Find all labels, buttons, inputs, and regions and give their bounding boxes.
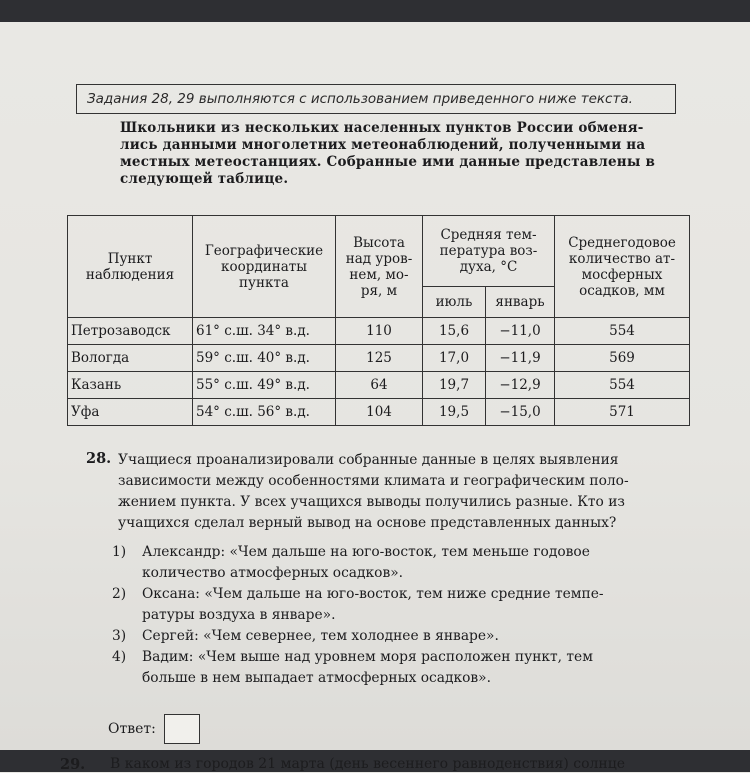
answer-label: Ответ: <box>108 721 156 737</box>
option-number: 2) <box>112 586 127 602</box>
cell-height: 125 <box>336 345 423 372</box>
question-line: Учащиеся проанализировали собранные данные в целях выявления <box>118 452 619 468</box>
cell-coords: 59° с.ш. 40° в.д. <box>193 345 336 372</box>
intro-paragraph <box>120 120 700 188</box>
question-line: учащихся сделал верный вывод на основе представленных данных? <box>118 515 617 531</box>
cell-height: 110 <box>336 318 423 345</box>
cell-january: −11,0 <box>486 318 555 345</box>
question-28-text <box>118 450 723 534</box>
table-header-row <box>68 216 690 287</box>
question-29-number: 29. <box>60 756 86 773</box>
question-28-number: 28. <box>86 450 112 467</box>
option-number: 3) <box>112 628 127 644</box>
cell-coords: 61° с.ш. 34° в.д. <box>193 318 336 345</box>
weather-table <box>67 215 690 426</box>
option-line: Александр: «Чем дальше на юго-восток, тем меньше годовое <box>142 544 590 560</box>
task-header-box <box>76 84 676 114</box>
header-temp: Средняя тем-пература воз-духа, °С <box>423 216 555 287</box>
intro-line: местных метеостанциях. Собранные ими данные представлены в <box>120 154 656 170</box>
cell-height: 104 <box>336 399 423 426</box>
header-height: Высота над уров-нем, мо-ря, м <box>336 216 423 318</box>
option-line: Оксана: «Чем дальше на юго-восток, тем ниже средние темпе- <box>142 586 604 602</box>
cell-height: 64 <box>336 372 423 399</box>
question-line: жением пункта. У всех учащихся выводы получились разные. Кто из <box>118 494 625 510</box>
answer-options <box>112 542 724 689</box>
option-number: 1) <box>112 544 127 560</box>
question-29-text: В каком из городов 21 марта (день весеннего равноденствия) солнце <box>110 756 626 772</box>
header-coords: Географические координаты пункта <box>193 216 336 318</box>
cell-coords: 55° с.ш. 49° в.д. <box>193 372 336 399</box>
option-line: Сергей: «Чем севернее, тем холоднее в январе». <box>142 628 499 644</box>
cell-january: −15,0 <box>486 399 555 426</box>
header-precip: Среднегодовое количество ат-мосферных осадков, мм <box>555 216 690 318</box>
option-3 <box>112 626 724 647</box>
option-line: ратуры воздуха в январе». <box>142 607 336 623</box>
option-4 <box>112 647 724 689</box>
header-point: Пункт наблюдения <box>68 216 193 318</box>
table-row <box>68 372 690 399</box>
answer-row <box>108 714 200 744</box>
cell-precip: 554 <box>555 318 690 345</box>
answer-box[interactable] <box>164 714 200 744</box>
option-number: 4) <box>112 649 127 665</box>
option-line: количество атмосферных осадков». <box>142 565 404 581</box>
textbook-page <box>0 22 750 773</box>
header-january: январь <box>486 287 555 318</box>
cell-january: −11,9 <box>486 345 555 372</box>
question-line: зависимости между особенностями климата и географическим поло- <box>118 473 629 489</box>
table-row <box>68 345 690 372</box>
option-1 <box>112 542 724 584</box>
cell-july: 17,0 <box>423 345 486 372</box>
cell-city: Вологда <box>68 345 193 372</box>
cell-city: Казань <box>68 372 193 399</box>
table-row <box>68 399 690 426</box>
cell-july: 15,6 <box>423 318 486 345</box>
cell-precip: 571 <box>555 399 690 426</box>
intro-line: Школьники из нескольких населенных пунктов России обменя- <box>120 120 644 136</box>
intro-line: лись данными многолетних метеонаблюдений, полученными на <box>120 137 646 153</box>
cell-july: 19,7 <box>423 372 486 399</box>
intro-line: следующей таблице. <box>120 171 289 187</box>
cell-city: Петрозаводск <box>68 318 193 345</box>
cell-january: −12,9 <box>486 372 555 399</box>
cell-city: Уфа <box>68 399 193 426</box>
cell-july: 19,5 <box>423 399 486 426</box>
option-line: Вадим: «Чем выше над уровнем моря расположен пункт, тем <box>142 649 593 665</box>
option-2 <box>112 584 724 626</box>
table-row <box>68 318 690 345</box>
cell-precip: 554 <box>555 372 690 399</box>
task-header-text: Задания 28, 29 выполняются с использованием приведенного ниже текста. <box>87 91 633 107</box>
cell-precip: 569 <box>555 345 690 372</box>
cell-coords: 54° с.ш. 56° в.д. <box>193 399 336 426</box>
option-line: больше в нем выпадает атмосферных осадков». <box>142 670 492 686</box>
header-july: июль <box>423 287 486 318</box>
